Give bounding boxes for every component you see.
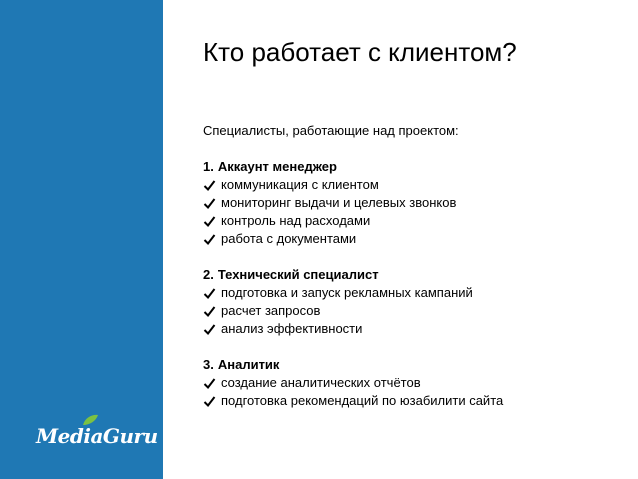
list-item-text: коммуникация с клиентом [221,177,379,192]
brand-logo [36,414,158,452]
list-item [203,230,623,248]
section-heading [203,356,623,374]
section-heading [203,158,623,176]
list-item-text: анализ эффективности [221,321,363,336]
list-item-text: создание аналитических отчётов [221,375,421,390]
section-analyst [203,356,623,410]
section-number: 2. [203,267,214,282]
list-item [203,284,623,302]
list-item [203,212,623,230]
checkmark-icon [203,233,216,246]
section-account-manager [203,158,623,248]
list-item-text: подготовка рекомендаций по юзабилити сайта [221,393,504,408]
checkmark-icon [203,287,216,300]
section-number: 1. [203,159,214,174]
checkmark-icon [203,179,216,192]
section-heading [203,266,623,284]
list-item [203,392,623,410]
task-list [203,284,623,338]
list-item [203,176,623,194]
list-item-text: подготовка и запуск рекламных кампаний [221,285,473,300]
section-title: Аналитик [217,357,280,372]
list-item-text: контроль над расходами [221,213,371,228]
list-item-text: мониторинг выдачи и целевых звонков [221,195,457,210]
checkmark-icon [203,305,216,318]
slide-content [203,122,623,410]
section-technical-specialist [203,266,623,338]
checkmark-icon [203,197,216,210]
section-title: Аккаунт менеджер [217,159,337,174]
checkmark-icon [203,395,216,408]
list-item [203,194,623,212]
checkmark-icon [203,323,216,336]
section-number: 3. [203,357,214,372]
page-title: Кто работает с клиентом? [203,37,517,67]
sidebar-band [0,0,163,479]
intro-text: Специалисты, работающие над проектом: [203,123,459,138]
section-title: Технический специалист [217,267,379,282]
logo-text: MediaGuru [36,424,158,448]
checkmark-icon [203,377,216,390]
list-item [203,302,623,320]
list-item [203,374,623,392]
checkmark-icon [203,215,216,228]
list-item [203,320,623,338]
task-list [203,374,623,410]
list-item-text: работа с документами [221,231,357,246]
task-list [203,176,623,248]
list-item-text: расчет запросов [221,303,321,318]
